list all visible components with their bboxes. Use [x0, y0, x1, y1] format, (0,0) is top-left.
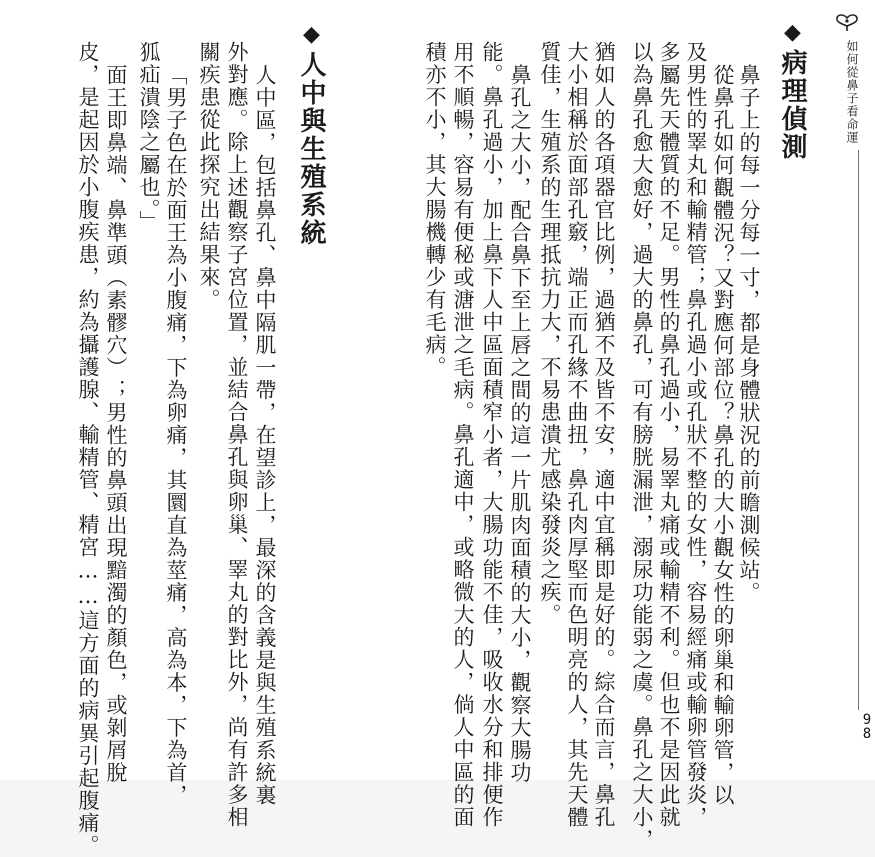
- heading-diamond-icon: ◆: [299, 22, 324, 49]
- text-line: 積亦不小，其大腸機轉少有毛病。: [423, 41, 447, 379]
- text-line: 鼻子上的每一分每一寸，都是身體狀況的前瞻測候站。: [737, 64, 761, 604]
- text-line: 面王即鼻端、鼻準頭（素髎穴）；男性的鼻頭出現黯濁的顏色，或剝屑脫: [104, 64, 128, 784]
- text-line: 從鼻孔如何觀體況？又對應何部位？鼻孔的大小觀女性的卵巢和輸卵管，以: [711, 64, 735, 807]
- text-line: 多屬先天體質的不足。男性的鼻孔過小，易睪丸痛或輸精不利。但也不是因此就: [657, 41, 681, 829]
- book-logo-icon: [835, 14, 859, 32]
- text-line: 質佳，生殖系的生理抵抗力大，不易患潰尤感染發炎之疾。: [538, 41, 562, 626]
- text-line: 用不順暢，容易有便秘或溏泄之毛病。鼻孔適中，或略微大的人，倘人中區的面: [451, 41, 475, 829]
- text-line: 以為鼻孔愈大愈好，過大的鼻孔，可有膀胱漏泄，溺尿功能弱之虞。鼻孔之大小，: [630, 41, 654, 851]
- section-heading-pathology: ◆病理偵測: [777, 20, 807, 161]
- text-line: 人中區，包括鼻孔、鼻中隔肌一帶，在望診上，最深的含義是與生殖系統裏: [253, 64, 277, 807]
- page-number: 9 8: [862, 712, 872, 742]
- running-title: 如何從鼻子看命運: [845, 40, 859, 144]
- text-line: 猶如人的各項器官比例，過猶不及皆不安，適中宜稱即是好的。綜合而言，鼻孔: [592, 41, 616, 829]
- text-line: 鼻孔之大小，配合鼻下至上唇之間的這一片肌肉面積的大小，觀察大腸功: [508, 64, 532, 784]
- text-line: 皮，是起因於小腹疾患，約為攝護腺、輸精管、精宮……這方面的病異引起腹痛。: [76, 41, 100, 857]
- text-line: 能。鼻孔過小，加上鼻下人中區面積窄小者，大腸功能不佳，吸收水分和排便作: [480, 41, 504, 829]
- text-line: 及男性的睪丸和輸精管；鼻孔過小或孔狀不整的女性，容易經痛或輸卵管發炎，: [684, 41, 708, 829]
- text-line: 外對應。除上述觀察子宮位置，並結合鼻孔與卵巢、睪丸的對比外，尚有許多相: [225, 41, 249, 829]
- heading-diamond-icon: ◆: [780, 20, 805, 47]
- section-heading-philtrum: ◆人中與生殖系統: [296, 22, 326, 247]
- running-title-rule: [858, 150, 859, 710]
- text-line: 關疾患從此探究出結果來。: [197, 41, 221, 311]
- text-line: 狐疝潰陰之屬也。」: [137, 41, 161, 233]
- text-line: 「男子色在於面王為小腹痛，下為卵痛，其圜直為莖痛，高為本，下為首，: [164, 64, 188, 807]
- text-line: 大小相稱於面部孔竅，端正而孔緣不曲扭，鼻孔肉厚堅而色明亮的人，其先天體: [565, 41, 589, 829]
